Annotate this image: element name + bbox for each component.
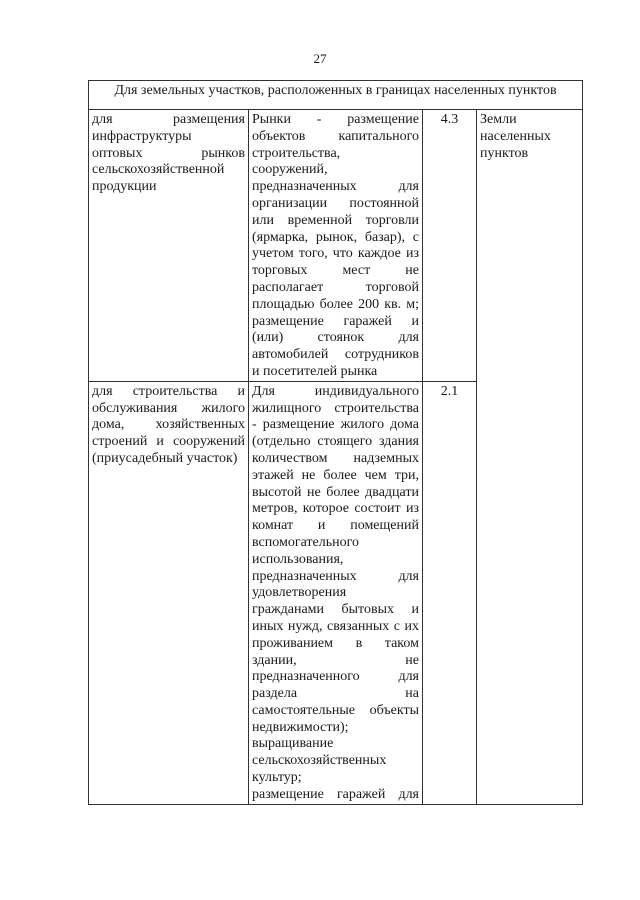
text-line: оптовых рынков (92, 145, 245, 161)
table-header: Для земельных участков, расположенных в границах населенных пунктов (89, 81, 583, 110)
text-line: вспомогательного (252, 534, 360, 550)
text-line: высотой не более двадцати (252, 484, 419, 500)
text-line: недвижимости); (252, 719, 349, 735)
text-line: (ярмарка, рынок, базар), с (252, 229, 419, 245)
text-line: (отдельно стоящего здания (252, 434, 419, 450)
text-line: иных нужд, связанных с их (252, 618, 419, 634)
text-line: (или) стоянок для (252, 330, 419, 346)
text-line: размещение гаражей для (252, 786, 419, 802)
text-line: здании, не (252, 652, 419, 668)
table-header-row (89, 81, 583, 110)
table-row (89, 110, 583, 382)
text-line: гражданами бытовых и (252, 602, 419, 618)
text-line: сельскохозяйственных (252, 753, 387, 769)
text-line: строений и сооружений (92, 434, 245, 450)
text-line: объектов капитального (252, 128, 419, 144)
text-line: удовлетворения (252, 585, 347, 601)
text-line: учетом того, что каждое из (252, 246, 419, 262)
text-line: самостоятельные объекты (252, 702, 419, 718)
text-line: - размещение жилого дома (252, 417, 419, 433)
text-line: сельскохозяйственной (92, 162, 225, 178)
code-cell: 2.1 (423, 381, 477, 804)
text-line: продукции (92, 179, 157, 195)
text-line: жилищного строительства (252, 400, 419, 416)
purpose-cell (89, 110, 249, 382)
text-line: Рынки - размещение (252, 112, 419, 127)
text-line: метров, которое состоит из (252, 501, 419, 517)
text-line: торговых мест не (252, 263, 419, 279)
text-line: дома, хозяйственных (92, 417, 245, 433)
text-line: для строительства и (92, 383, 245, 399)
text-line: сооружений, (252, 162, 328, 178)
page-number: 27 (313, 51, 327, 66)
text-line: раздела на (252, 686, 419, 702)
category-cell (477, 110, 583, 805)
text-line: количеством надземных (252, 450, 419, 466)
text-line: автомобилей сотрудников (252, 347, 419, 363)
land-use-table (88, 80, 583, 805)
text-line: или временной торговли (252, 212, 419, 228)
text-line: (приусадебный участок) (92, 450, 238, 466)
text-line: выращивание (252, 736, 334, 752)
description-cell (249, 381, 423, 804)
text-line: обслуживания жилого (92, 400, 245, 416)
text-line: строительства, (252, 145, 341, 161)
text-line: предназначенных для (252, 179, 419, 195)
text-line: Земли (480, 112, 517, 127)
text-line: комнат и помещений (252, 518, 419, 534)
text-line: размещение гаражей и (252, 313, 419, 329)
text-line: и посетителей рынка (252, 363, 378, 379)
text-line: для размещения (92, 112, 245, 127)
text-line: культур; (252, 770, 302, 786)
text-line: использования, (252, 551, 344, 567)
text-line: организации постоянной (252, 195, 419, 211)
text-line: предназначенного для (252, 669, 419, 685)
text-line: этажей не более чем три, (252, 467, 419, 483)
text-line: площадью более 200 кв. м; (252, 296, 419, 312)
code-cell: 4.3 (423, 110, 477, 382)
text-line: инфраструктуры (92, 128, 192, 144)
text-line: Для индивидуального (252, 383, 419, 399)
description-cell (249, 110, 423, 382)
purpose-cell (89, 381, 249, 804)
text-line: предназначенных для (252, 568, 419, 584)
text-line: проживанием в таком (252, 635, 419, 651)
text-line: пунктов (480, 145, 529, 161)
text-line: располагает торговой (252, 279, 419, 295)
text-line: населенных (480, 128, 551, 144)
